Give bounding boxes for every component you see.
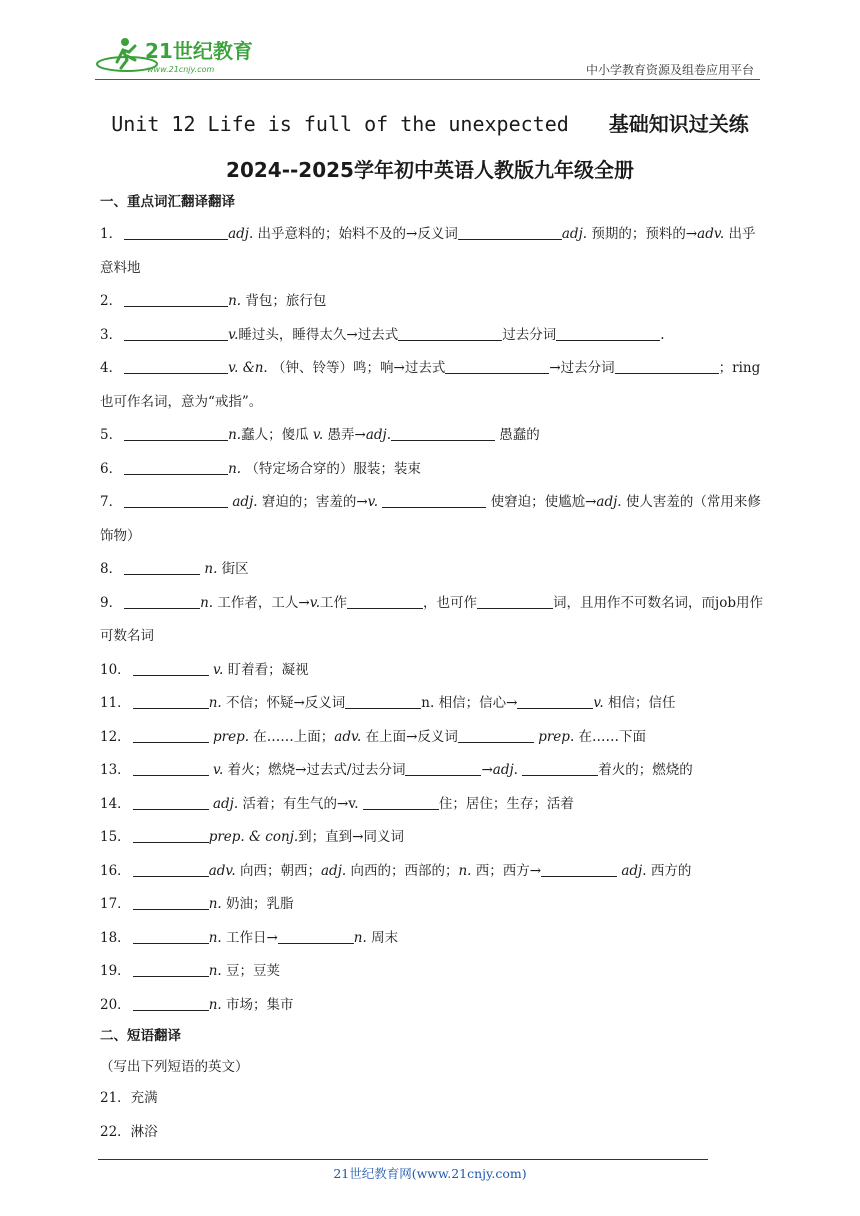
item-number: 10． (100, 661, 131, 678)
item-number: 17． (100, 896, 131, 912)
item-text: 睡过头，睡得太久→过去式 (238, 326, 399, 343)
part-of-speech: adj. (492, 762, 518, 778)
answer-blank[interactable] (445, 360, 549, 375)
section-heading-vocabulary: 一、重点词汇翻译翻译 (100, 194, 235, 210)
item-number: 3． (100, 326, 123, 343)
part-of-speech: adj. (228, 226, 254, 242)
part-of-speech: n. (208, 996, 222, 1013)
answer-blank[interactable] (405, 762, 481, 777)
item-text: 着火的；燃烧的 (598, 762, 693, 778)
item-number: 12． (100, 728, 131, 745)
item-text: 住；居住；生存；活着 (438, 795, 574, 812)
answer-blank[interactable] (458, 728, 534, 743)
part-of-speech: adj. (617, 862, 647, 879)
part-of-speech: n. (200, 594, 214, 611)
part-of-speech: prep. (533, 728, 575, 745)
vocab-item (100, 721, 765, 755)
answer-blank[interactable] (124, 427, 228, 442)
item-text: 着火；燃烧→过去式/过去分词 (223, 762, 406, 778)
footer-divider (98, 1159, 708, 1160)
item-text: 预期的；预料的→ (587, 226, 698, 242)
vocab-item (100, 654, 765, 688)
item-number: 4． (100, 360, 123, 376)
logo-icon (95, 36, 260, 76)
item-text: 周末 (366, 929, 399, 946)
answer-blank[interactable] (133, 929, 209, 944)
answer-blank[interactable] (124, 360, 228, 375)
logo-text: 21世纪教育 (145, 39, 253, 63)
vocab-item (100, 419, 765, 453)
part-of-speech: n. (208, 695, 222, 711)
answer-blank[interactable] (133, 728, 209, 743)
answer-blank[interactable] (398, 326, 502, 341)
answer-blank[interactable] (133, 996, 209, 1011)
item-text: 工作 (320, 594, 348, 611)
phrase-item: 22．淋浴 (100, 1123, 158, 1140)
footer-link[interactable]: 21世纪教育网(www.21cnjy.com) (333, 1166, 527, 1181)
part-of-speech: prep. & conj. (208, 829, 299, 845)
vocab-item (100, 989, 765, 1023)
item-text: 盯着看；凝视 (223, 661, 309, 678)
page-header (95, 34, 760, 80)
answer-blank[interactable] (556, 326, 660, 341)
vocab-item (100, 486, 765, 553)
item-text: 使窘迫；使尴尬→ (486, 494, 597, 510)
part-of-speech: adj. (365, 427, 391, 443)
part-of-speech: adj. (208, 795, 239, 812)
answer-blank[interactable] (477, 594, 553, 609)
answer-blank[interactable] (382, 494, 486, 509)
header-divider (95, 79, 760, 80)
answer-blank[interactable] (458, 226, 562, 241)
item-number: 2． (100, 293, 123, 309)
answer-blank[interactable] (124, 561, 200, 576)
answer-blank[interactable] (133, 829, 209, 844)
vocab-item (100, 754, 765, 788)
item-text: → (481, 762, 493, 778)
part-of-speech: v. (228, 326, 239, 343)
vocab-item (100, 587, 765, 654)
answer-blank[interactable] (615, 360, 719, 375)
page-title (0, 108, 860, 137)
vocab-item (100, 285, 765, 319)
item-text: 蠢人；傻瓜 (241, 427, 313, 443)
part-of-speech: n. (228, 293, 242, 309)
vocab-item (100, 855, 765, 889)
answer-blank[interactable] (363, 795, 439, 810)
item-text: 过去分词 (502, 326, 557, 343)
answer-blank[interactable] (133, 695, 209, 710)
answer-blank[interactable] (278, 929, 354, 944)
part-of-speech: adv. (208, 862, 236, 879)
item-text: 向西的；西部的； (346, 862, 459, 879)
vocab-item (100, 888, 765, 922)
section-heading-phrases: 二、短语翻译 (100, 1028, 181, 1044)
item-text: 出乎意料的；始料不及的→反义词 (253, 226, 458, 242)
item-text: 活着；有生气的→v. (238, 795, 363, 812)
item-text: 相信；信任 (603, 695, 676, 711)
answer-blank[interactable] (133, 862, 209, 877)
part-of-speech: n. (228, 460, 242, 477)
item-number: 20． (100, 996, 131, 1013)
item-text: 街区 (217, 561, 249, 577)
page-subtitle: 2024--2025学年初中英语人教版九年级全册 (226, 158, 634, 182)
answer-blank[interactable] (124, 226, 228, 241)
part-of-speech: v. (312, 427, 324, 443)
item-number: 5． (100, 427, 123, 443)
vocab-item (100, 955, 765, 989)
answer-blank[interactable] (347, 594, 423, 609)
item-text: 背包；旅行包 (241, 293, 327, 309)
part-of-speech: adj. (561, 226, 588, 242)
vocab-item (100, 922, 765, 956)
part-of-speech: adv. (334, 728, 362, 745)
answer-blank[interactable] (517, 695, 593, 710)
vocab-item (100, 319, 765, 353)
answer-blank[interactable] (345, 695, 421, 710)
logo-url: www.21cnjy.com (147, 65, 215, 74)
item-number: 7． (100, 494, 123, 510)
item-text: 使人害羞的（常用来修饰物） (100, 494, 761, 544)
part-of-speech: adj. (321, 862, 347, 879)
item-text: 愚蠢的 (495, 427, 540, 443)
item-number: 9． (100, 594, 123, 611)
item-text: 市场；集市 (221, 996, 294, 1013)
part-of-speech: adv. (697, 226, 725, 242)
part-of-speech: n. (353, 929, 367, 946)
part-of-speech: prep. (208, 728, 249, 745)
part-of-speech: v. (309, 594, 321, 611)
part-of-speech: adj. (596, 494, 622, 510)
item-text: 愚弄→ (323, 427, 366, 443)
part-of-speech: v. (208, 661, 224, 678)
item-number: 8． (100, 561, 123, 577)
item-text: 不信；怀疑→反义词 (221, 695, 346, 711)
part-of-speech: n. (228, 427, 242, 443)
platform-name: 中小学教育资源及组卷应用平台 (585, 63, 754, 77)
title-chinese: 基础知识过关练 (608, 112, 749, 136)
item-text: 到；直到→同义词 (298, 829, 404, 845)
item-number: 19． (100, 963, 131, 979)
part-of-speech: n. (208, 963, 222, 979)
part-of-speech: n. (208, 896, 222, 912)
part-of-speech: n. (208, 929, 222, 946)
answer-blank[interactable] (124, 594, 200, 609)
part-of-speech: n. (200, 561, 218, 577)
item-text: 西；西方→ (471, 862, 542, 879)
item-text: ，也可作 (423, 594, 478, 611)
title-english: Unit 12 Life is full of the unexpected (111, 112, 569, 136)
item-text: （钟、铃等）鸣；响→过去式 (267, 360, 446, 376)
part-of-speech: adj. (228, 494, 258, 510)
answer-blank[interactable] (124, 326, 228, 341)
item-number: 1． (100, 226, 123, 242)
item-number: 6． (100, 460, 123, 477)
answer-blank[interactable] (124, 293, 228, 308)
item-text: 西方的 (646, 862, 692, 879)
item-number: 14． (100, 795, 131, 812)
part-of-speech: v. &n. (228, 360, 268, 376)
answer-blank[interactable] (133, 896, 209, 911)
phrase-item: 21．充满 (100, 1090, 158, 1106)
item-text: 窘迫的；害羞的→ (257, 494, 368, 510)
phrase-instructions: （写出下列短语的英文） (100, 1059, 249, 1075)
item-text: 在上面→反义词 (361, 728, 458, 745)
item-text: ；ring也可作名词，意为“戒指”。 (100, 360, 761, 410)
answer-blank[interactable] (124, 460, 228, 475)
item-text: n. 相信；信心→ (421, 695, 518, 711)
part-of-speech: v. (367, 494, 378, 510)
item-number: 18． (100, 929, 131, 946)
part-of-speech: v. (593, 695, 604, 711)
vocab-item (100, 352, 765, 419)
item-text: 词，且用作不可数名词，而job用作可数名词 (100, 594, 763, 644)
item-text: 出乎意料地 (100, 226, 756, 276)
item-text: 向西；朝西； (235, 862, 321, 879)
vocab-item (100, 788, 765, 822)
answer-blank[interactable] (541, 862, 617, 877)
vocab-item (100, 687, 765, 721)
vocab-item (100, 218, 765, 285)
part-of-speech: n. (458, 862, 472, 879)
answer-blank[interactable] (133, 661, 209, 676)
item-text: 工作日→ (221, 929, 278, 946)
answer-blank[interactable] (133, 762, 209, 777)
item-text: 豆；豆荚 (221, 963, 280, 979)
item-text: 在……下面 (574, 728, 647, 745)
vocab-item (100, 453, 765, 487)
item-text: 工作者，工人→ (213, 594, 310, 611)
item-text: . (660, 326, 665, 343)
part-of-speech: v. (208, 762, 224, 778)
vocab-item (100, 553, 765, 587)
item-number: 15． (100, 829, 131, 845)
item-number: 16． (100, 862, 131, 879)
item-text: 在……上面； (249, 728, 335, 745)
answer-blank[interactable] (124, 494, 228, 509)
item-number: 11． (100, 695, 131, 711)
item-text: （特定场合穿的）服装；装束 (241, 460, 421, 477)
vocab-item (100, 821, 765, 855)
answer-blank[interactable] (133, 963, 209, 978)
vocabulary-list (100, 218, 765, 1022)
answer-blank[interactable] (522, 762, 598, 777)
answer-blank[interactable] (133, 795, 209, 810)
answer-blank[interactable] (391, 427, 495, 442)
item-text: 奶油；乳脂 (221, 896, 294, 912)
item-number: 13． (100, 762, 131, 778)
item-text: →过去分词 (549, 360, 615, 376)
worksheet-content (100, 186, 765, 1149)
